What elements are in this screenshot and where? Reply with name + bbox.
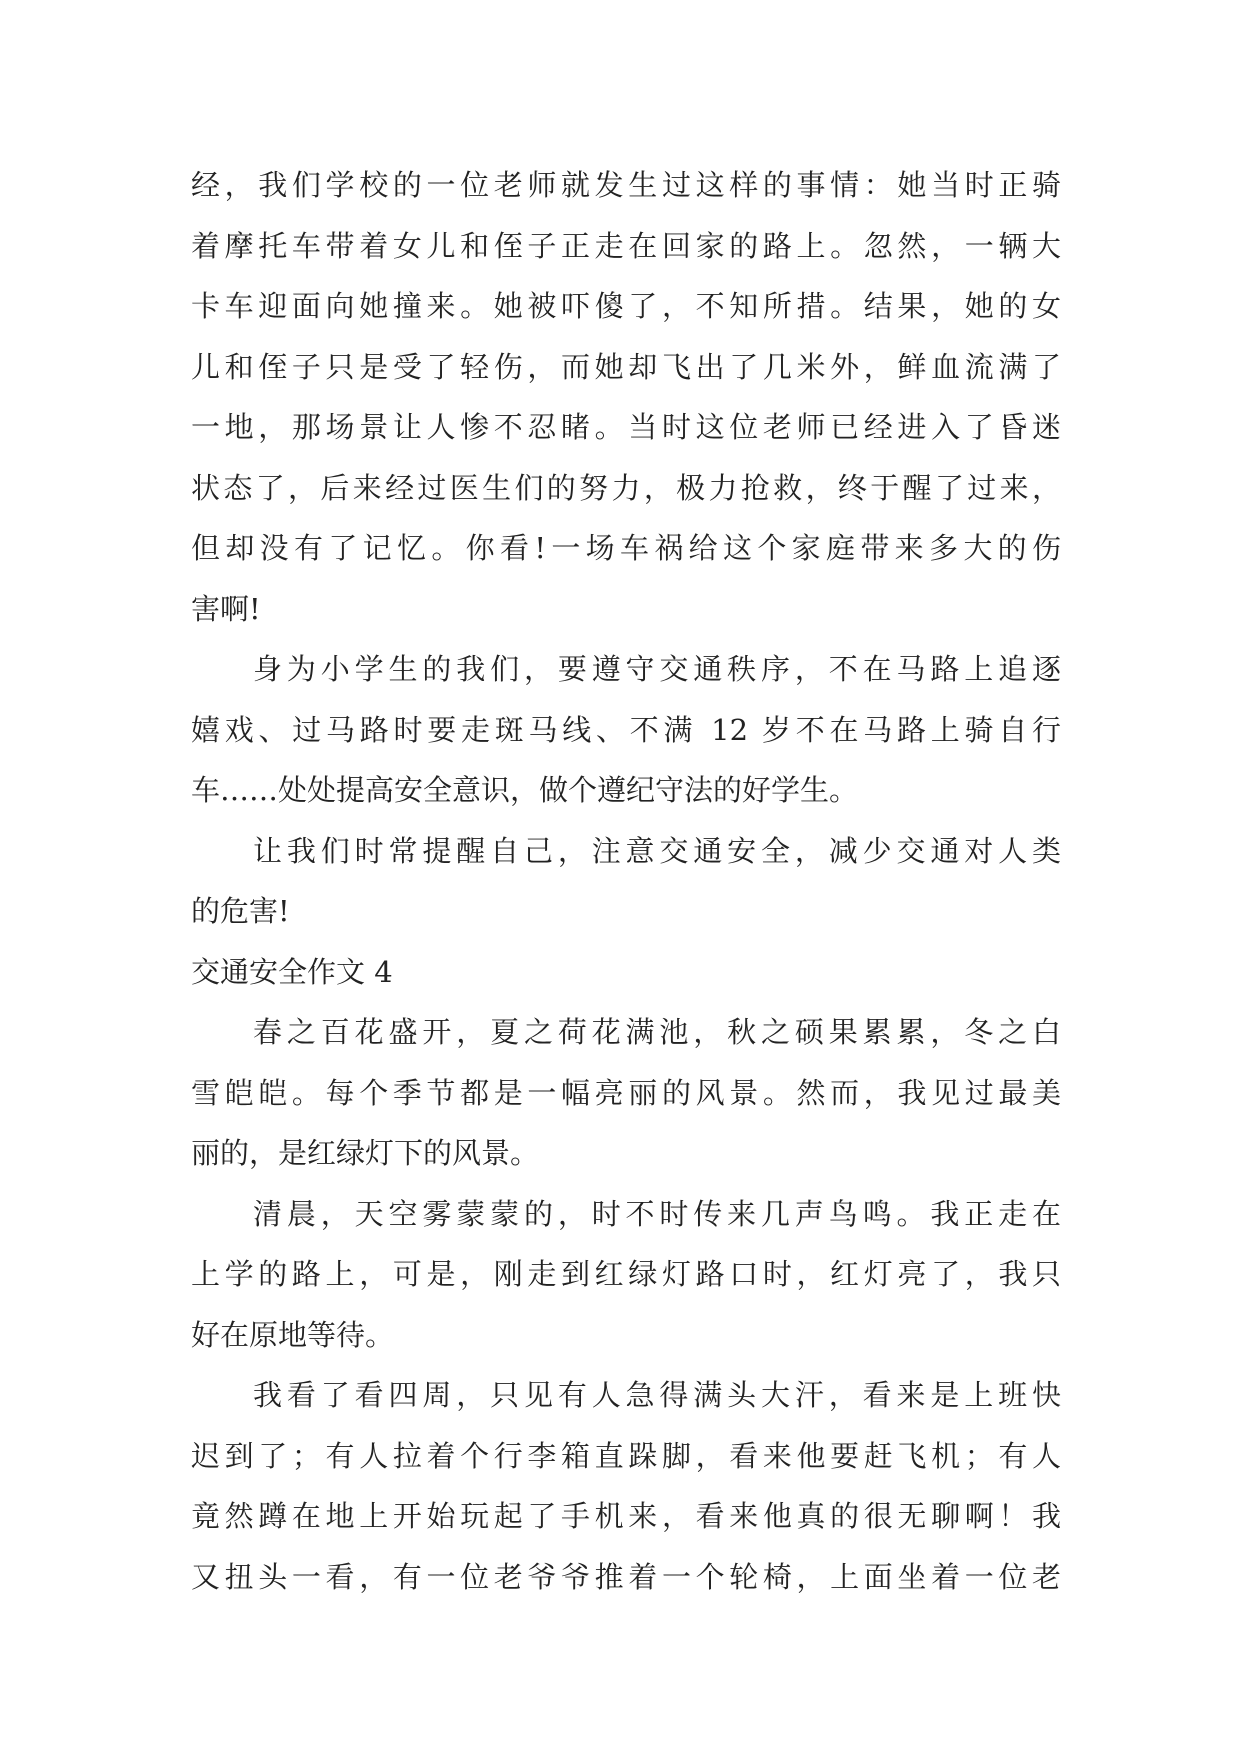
text-line: 丽的，是红绿灯下的风景。: [191, 1136, 540, 1170]
section-heading: 交通安全作文 4: [191, 954, 393, 989]
text-line: 经，我们学校的一位老师就发生过这样的事情：她当时正骑: [191, 168, 1061, 202]
text-line: 雪皑皑。每个季节都是一幅亮丽的风景。然而，我见过最美: [191, 1075, 1061, 1110]
text-line: 竟然蹲在地上开始玩起了手机来，看来他真的很无聊啊！我: [191, 1499, 1061, 1533]
text-line: 车……处处提高安全意识，做个遵纪守法的好学生。: [191, 773, 859, 807]
text-line: 身为小学生的我们，要遵守交通秩序，不在马路上追逐: [253, 652, 1061, 686]
text-line: 但却没有了记忆。你看!一场车祸给这个家庭带来多大的伤: [191, 531, 1061, 565]
text-line: 儿和侄子只是受了轻伤，而她却飞出了几米外，鲜血流满了: [191, 349, 1061, 384]
text-line: 好在原地等待。: [191, 1317, 395, 1352]
text-line: 害啊!: [191, 591, 261, 626]
text-line: 迟到了；有人拉着个行李箱直跺脚，看来他要赶飞机；有人: [191, 1438, 1061, 1473]
text-line: 春之百花盛开，夏之荷花满池，秋之硕果累累，冬之白: [253, 1015, 1061, 1049]
text-line: 又扭头一看，有一位老爷爷推着一个轮椅，上面坐着一位老: [191, 1559, 1061, 1594]
text-line: 嬉戏、过马路时要走斑马线、不满 12 岁不在马路上骑自行: [191, 712, 1061, 747]
text-line: 一地，那场景让人惨不忍睹。当时这位老师已经进入了昏迷: [191, 410, 1061, 444]
text-line: 状态了，后来经过医生们的努力，极力抢救，终于醒了过来，: [191, 470, 1061, 505]
text-line: 卡车迎面向她撞来。她被吓傻了，不知所措。结果，她的女: [191, 289, 1061, 323]
document-body: [191, 155, 1061, 1607]
text-line: 让我们时常提醒自己，注意交通安全，减少交通对人类: [253, 833, 1061, 868]
text-line: 清晨，天空雾蒙蒙的，时不时传来几声鸟鸣。我正走在: [253, 1196, 1061, 1231]
text-line: 的危害!: [191, 894, 290, 928]
text-line: 上学的路上，可是，刚走到红绿灯路口时，红灯亮了，我只: [191, 1257, 1061, 1291]
text-line: 我看了看四周，只见有人急得满头大汗，看来是上班快: [253, 1378, 1061, 1412]
text-line: 着摩托车带着女儿和侄子正走在回家的路上。忽然，一辆大: [191, 228, 1061, 263]
